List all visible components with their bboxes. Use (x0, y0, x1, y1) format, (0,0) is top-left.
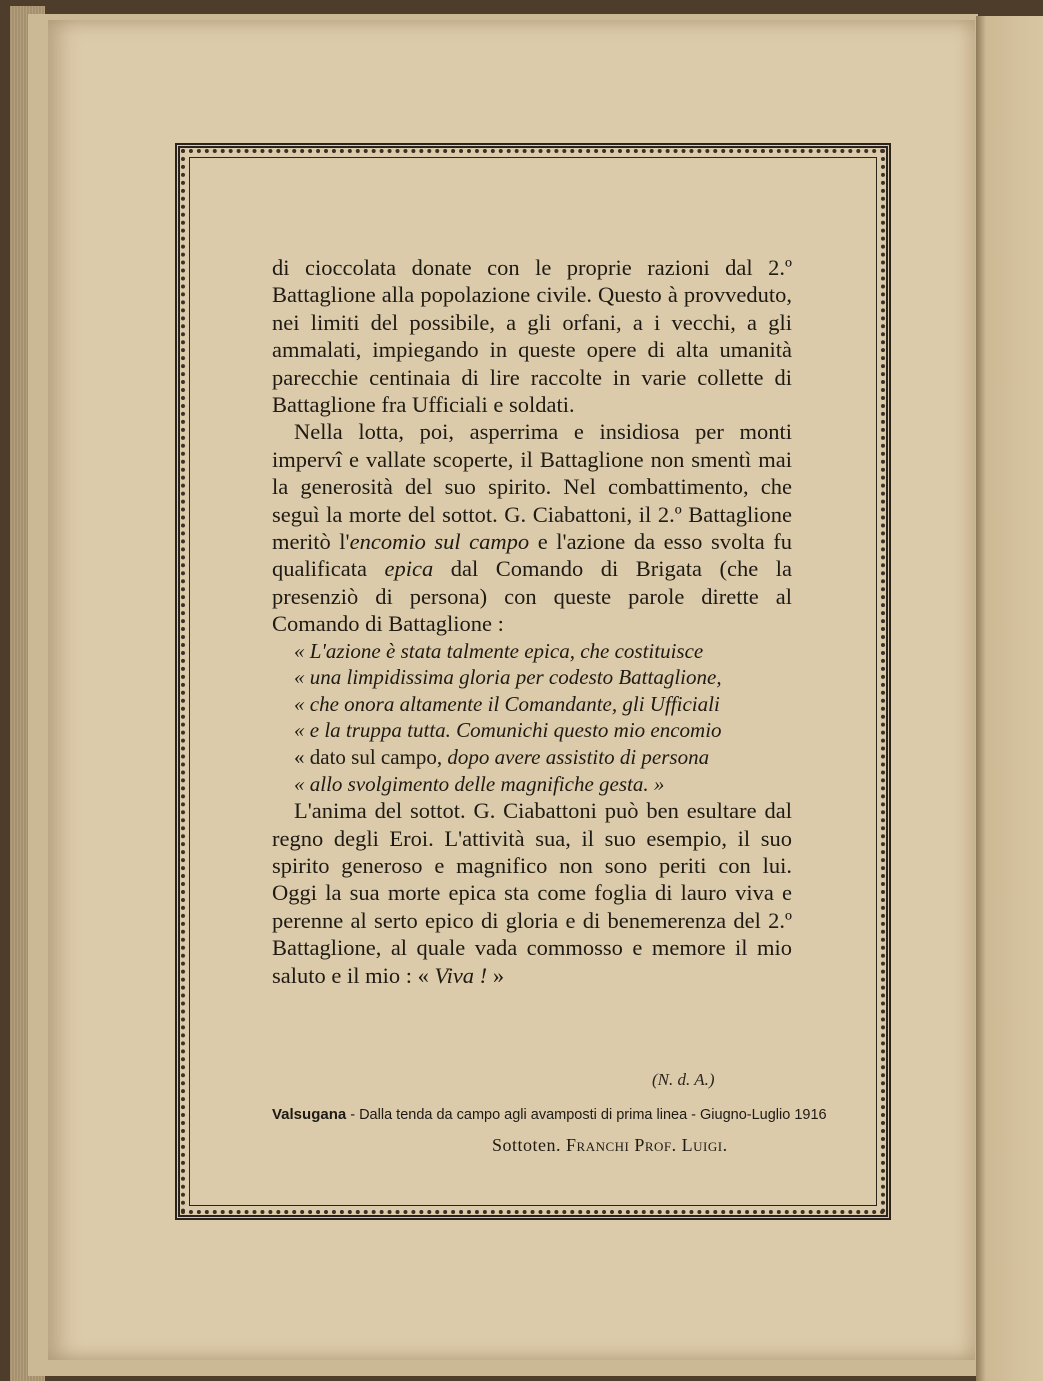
quote-line-5-upright: « dato sul campo, (294, 745, 443, 770)
body-text (272, 254, 792, 989)
quote-line-1: « L'azione è stata talmente epica, che costituisce (294, 638, 704, 663)
author-name: Franchi Prof. Luigi. (566, 1135, 728, 1155)
quote-line-6: « allo svolgimento delle magnifiche gesta. » (294, 771, 665, 796)
author-signature (492, 1135, 728, 1156)
dateline-place: Valsugana (272, 1106, 347, 1123)
quote-line-4: « e la truppa tutta. Comunichi questo mio encomio (294, 718, 722, 743)
quote-line-5-italic: dopo avere assistito di persona (442, 745, 710, 770)
paragraph-2-italic-2: epica (384, 556, 434, 582)
quote-line-5 (272, 744, 792, 771)
closing-close-quote: » (487, 962, 505, 988)
paragraph-2 (272, 418, 792, 637)
paragraph-3 (272, 797, 792, 989)
author-rank: Sottoten. (492, 1135, 567, 1155)
closing-viva: Viva ! (434, 962, 488, 988)
dateline-detail: - Dalla tenda da campo agli avamposti di prima linea - Giugno-Luglio 1916 (346, 1107, 827, 1123)
quote-line-2: « una limpidissima gloria per codesto Battaglione, (294, 665, 722, 690)
paragraph-3-text: L'anima del sottot. G. Ciabattoni può ben esultare dal regno degli Eroi. L'attività sua, il suo esempio, il suo spirito generoso e magnifico non sono periti con lui. Oggi la sua morte epica sta come foglia di lauro viva e perenne al serto epico di gloria e di benemerenza del 2.º Battaglione, al quale vada commosso e memore il mio saluto e il mio : (272, 798, 792, 988)
paragraph-2-part-1: Nella lotta, poi, asperrima e insidiosa per monti impervî e vallate scoperte, il Battaglione non smentì mai la generosità del suo spirito. Nel combattimento, che seguì la morte del sottot. G. Ciabattoni, il 2.º Battaglione meritò l' (272, 419, 792, 555)
paragraph-2-part-2: e l'azione da esso svolta fu qualificata (272, 529, 792, 582)
facing-page-edge (976, 16, 1043, 1381)
paragraph-2-italic-1: encomio sul campo (349, 529, 530, 555)
commendation-quote (272, 638, 792, 798)
paragraph-1: di cioccolata donate con le proprie razioni dal 2.º Battaglione alla popolazione civile. Questo à provveduto, nei limiti del possibile, a gli orfani, a i vecchi, a gli ammalati, impiegando in queste opere di alta umanità parecchie centinaia di lire raccolte in varie collette di Battaglione fra Ufficiali e soldati. (272, 255, 792, 418)
closing-open-quote: « (417, 962, 435, 988)
author-note: (N. d. A.) (652, 1070, 715, 1089)
paragraph-2-part-3: dal Comando di Brigata (che la presenziò di persona) con queste parole dirette al Comando di Battaglione : (272, 556, 792, 637)
quote-line-3: « che onora altamente il Comandante, gli Ufficiali (294, 691, 720, 716)
dateline (272, 1106, 827, 1123)
